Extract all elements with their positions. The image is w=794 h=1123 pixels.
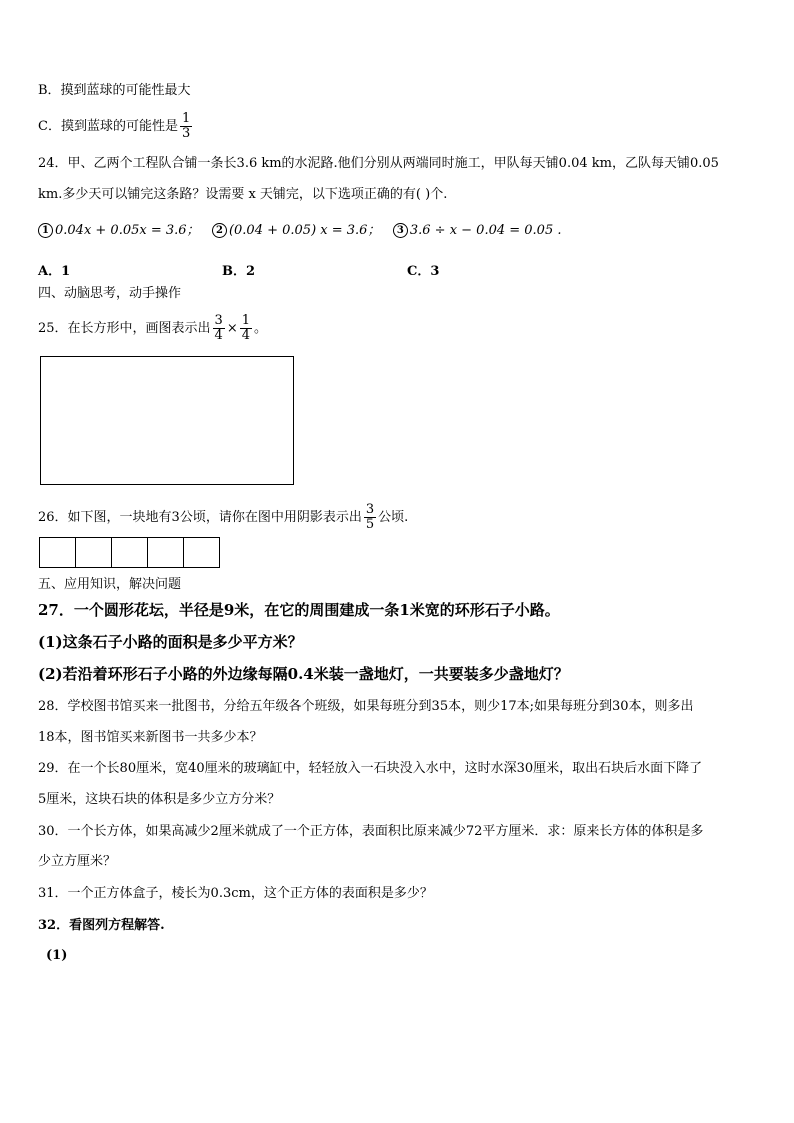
times-sign: × xyxy=(226,321,238,336)
q26-land-grid xyxy=(39,537,220,568)
q27-stem: 27．一个圆形花坛，半径是9米，在它的周围建成一条1米宽的环形石子小路。 xyxy=(38,601,560,619)
q29-line1: 29．在一个长80厘米，宽40厘米的玻璃缸中，轻轻放入一石块没入水中，这时水深30厘米，取出石块后水面下降了 xyxy=(38,761,703,776)
q24-equations xyxy=(38,221,562,241)
q29-line2: 5厘米，这块石块的体积是多少立方分米？ xyxy=(38,792,281,807)
fraction-denominator: 4 xyxy=(214,328,223,343)
q28-line1: 28．学校图书馆买来一批图书，分给五年级各个班级，如果每班分到35本，则少17本;如果每班分到30本，则多出 xyxy=(38,699,694,714)
q32-stem: 32．看图列方程解答. xyxy=(38,918,165,933)
fraction-numerator: 1 xyxy=(241,313,251,328)
q28-line2: 18本，图书馆买来新图书一共多少本？ xyxy=(38,730,263,745)
fraction-three-fifths xyxy=(364,503,376,532)
q24-option-a: A．1 xyxy=(38,264,71,279)
q32-sub1: (1) xyxy=(46,948,68,963)
section-4-title: 四、动脑思考，动手操作 xyxy=(38,286,182,301)
q26-stem xyxy=(38,503,408,532)
circled-number-2: 2 xyxy=(212,223,227,238)
q23-option-c xyxy=(38,112,194,141)
fraction-three-quarters xyxy=(213,314,225,343)
q25-text: 25．在长方形中，画图表示出 xyxy=(38,321,211,336)
equation-1: 0.04x + 0.05x = 3.6； xyxy=(55,223,200,238)
fraction-numerator: 3 xyxy=(365,502,375,517)
circled-number-3: 3 xyxy=(393,223,408,238)
q27-sub1: (1)这条石子小路的面积是多少平方米？ xyxy=(38,633,303,651)
q31-stem: 31．一个正方体盒子，棱长为0.3cm，这个正方体的表面积是多少？ xyxy=(38,886,433,901)
fraction-one-third xyxy=(180,112,192,141)
q27-sub2: (2)若沿着环形石子小路的外边缘每隔0.4米装一盏地灯，一共要装多少盏地灯？ xyxy=(38,665,569,683)
grid-cell[interactable] xyxy=(184,538,219,567)
q24-option-c: C．3 xyxy=(407,264,440,279)
grid-cell[interactable] xyxy=(148,538,184,567)
q25-stem xyxy=(38,314,267,343)
q25-end: 。 xyxy=(254,321,268,336)
q24-line1: 24．甲、乙两个工程队合铺一条长3.6 km的水泥路.他们分别从两端同时施工，甲队每天铺0.04 km，乙队每天铺0.05 xyxy=(38,156,719,171)
q30-line1: 30．一个长方体，如果高减少2厘米就成了一个正方体，表面积比原来减少72平方厘米．求：原来长方体的体积是多 xyxy=(38,824,704,839)
q23-option-c-text: C．摸到蓝球的可能性是 xyxy=(38,119,178,134)
q25-rectangle-drawing-area[interactable] xyxy=(40,356,294,485)
q23-option-b: B．摸到蓝球的可能性最大 xyxy=(38,83,191,98)
equation-3: 3.6 ÷ x − 0.04 = 0.05 . xyxy=(409,223,562,238)
fraction-numerator: 1 xyxy=(181,111,191,126)
fraction-denominator: 3 xyxy=(181,126,191,141)
q26-text: 26．如下图，一块地有3公顷，请你在图中用阴影表示出 xyxy=(38,510,362,525)
grid-cell[interactable] xyxy=(40,538,76,567)
grid-cell[interactable] xyxy=(76,538,112,567)
fraction-one-quarter xyxy=(240,314,252,343)
q30-line2: 少立方厘米？ xyxy=(38,854,117,869)
section-5-title: 五、应用知识，解决问题 xyxy=(38,577,182,592)
equation-2: (0.04 + 0.05) x = 3.6； xyxy=(228,223,381,238)
q24-line2: km.多少天可以铺完这条路？设需要 x 天铺完，以下选项正确的有( )个. xyxy=(38,187,448,202)
fraction-denominator: 5 xyxy=(365,517,375,532)
grid-cell[interactable] xyxy=(112,538,148,567)
q24-option-b: B．2 xyxy=(222,264,256,279)
fraction-denominator: 4 xyxy=(241,328,251,343)
circled-number-1: 1 xyxy=(38,223,53,238)
q26-end: 公顷. xyxy=(378,510,409,525)
fraction-numerator: 3 xyxy=(214,313,223,328)
